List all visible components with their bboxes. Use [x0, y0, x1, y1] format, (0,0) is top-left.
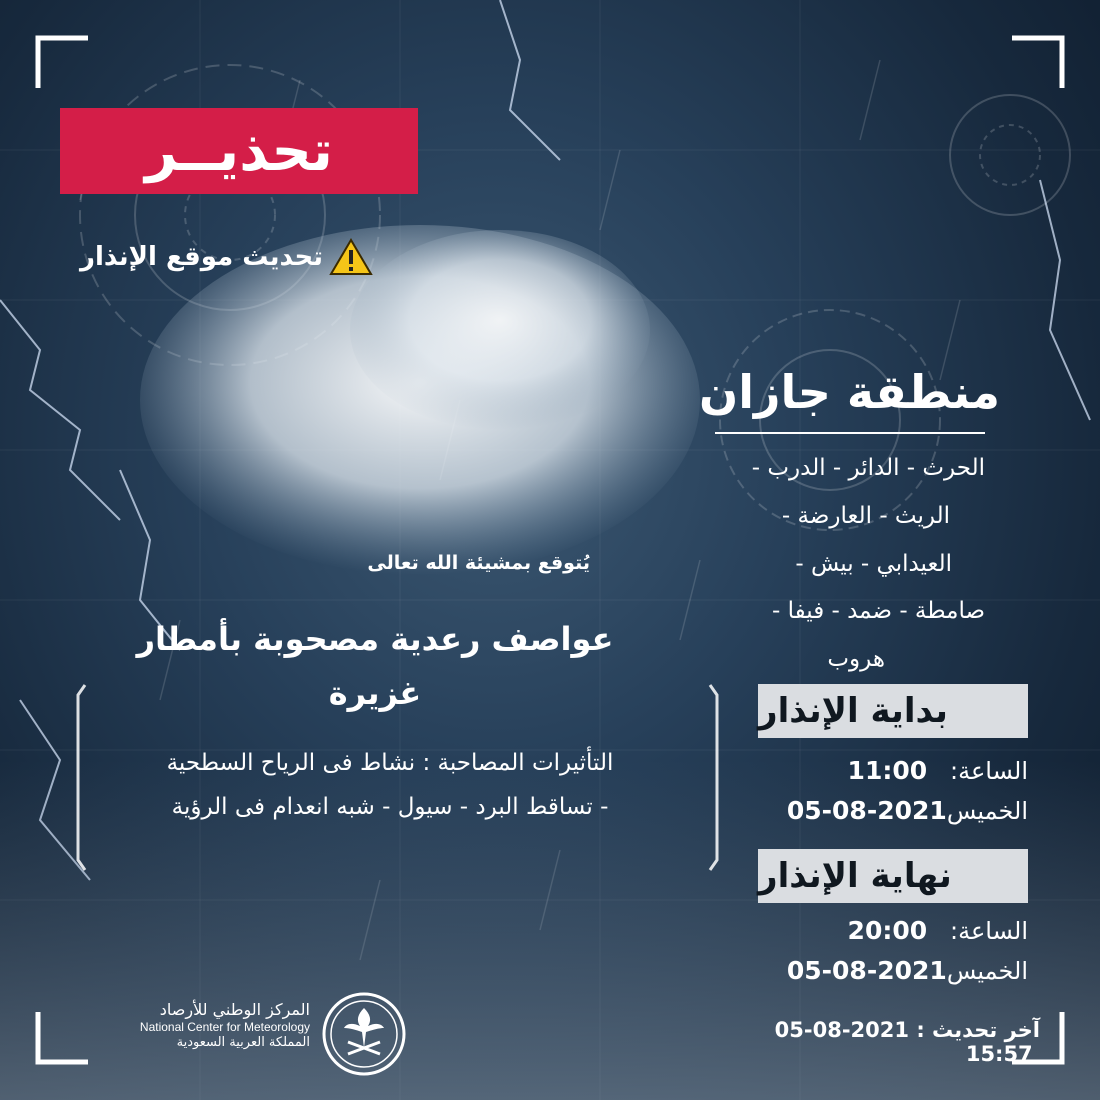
end-time-row — [760, 916, 1028, 945]
org-name-ar: المركز الوطني للأرصاد — [159, 1000, 310, 1019]
last-update-date: 2021-08-05 — [774, 1018, 909, 1042]
region-divider — [715, 432, 985, 434]
update-text: تحديث موقع الإنذار — [80, 242, 324, 272]
start-date-row — [760, 796, 1028, 825]
start-day: الخميس — [946, 797, 1028, 825]
ncm-emblem-icon — [320, 990, 408, 1078]
effects-line-2: - تساقط البرد - سيول - شبه انعدام فى الرؤية — [171, 793, 609, 820]
place-line-3: العيدابي - بيش - — [795, 551, 952, 577]
last-update-time: 15:57 — [965, 1042, 1033, 1066]
start-time: 11:00 — [847, 756, 928, 785]
event-line-1: عواصف رعدية مصحوبة بأمطار — [136, 620, 614, 658]
org-name-en: National Center for Meteorology — [139, 1020, 310, 1034]
event-text — [90, 612, 660, 721]
place-line-5: هروب — [827, 646, 885, 672]
region-name: منطقة جازان — [698, 365, 1000, 419]
update-notice — [80, 232, 410, 282]
place-line-1: الحرث - الدائر - الدرب - — [751, 455, 985, 481]
warning-banner — [60, 108, 418, 194]
warning-title: تحذيــر — [145, 118, 333, 184]
place-line-4: صامطة - ضمد - فيفا - — [772, 598, 985, 624]
org-country-ar: المملكة العربية السعودية — [176, 1035, 310, 1050]
start-time-row — [760, 756, 1028, 785]
start-label: بداية الإنذار — [758, 691, 948, 731]
end-time-label: الساعة: — [950, 917, 1028, 945]
effects-text — [95, 742, 685, 829]
start-label-box — [758, 684, 1028, 738]
end-date-row — [760, 956, 1028, 985]
event-line-2: غزيرة — [328, 674, 422, 713]
effects-line-1: التأثيرات المصاحبة : نشاط فى الرياح السطحية — [166, 750, 614, 776]
end-label: نهاية الإنذار — [758, 856, 952, 896]
start-time-label: الساعة: — [950, 757, 1028, 785]
end-time: 20:00 — [847, 916, 928, 945]
end-label-box — [758, 849, 1028, 903]
org-name-block — [110, 1000, 310, 1051]
end-day: الخميس — [946, 957, 1028, 985]
place-line-2: الريث - العارضة - — [781, 503, 950, 529]
expect-text: يُتوقع بمشيئة الله تعالى — [367, 552, 590, 574]
end-date: 2021-08-05 — [786, 956, 947, 985]
warning-triangle-icon — [329, 237, 373, 277]
last-update-label: آخر تحديث : — [916, 1018, 1040, 1042]
start-date: 2021-08-05 — [786, 796, 947, 825]
last-update — [700, 1018, 1040, 1066]
